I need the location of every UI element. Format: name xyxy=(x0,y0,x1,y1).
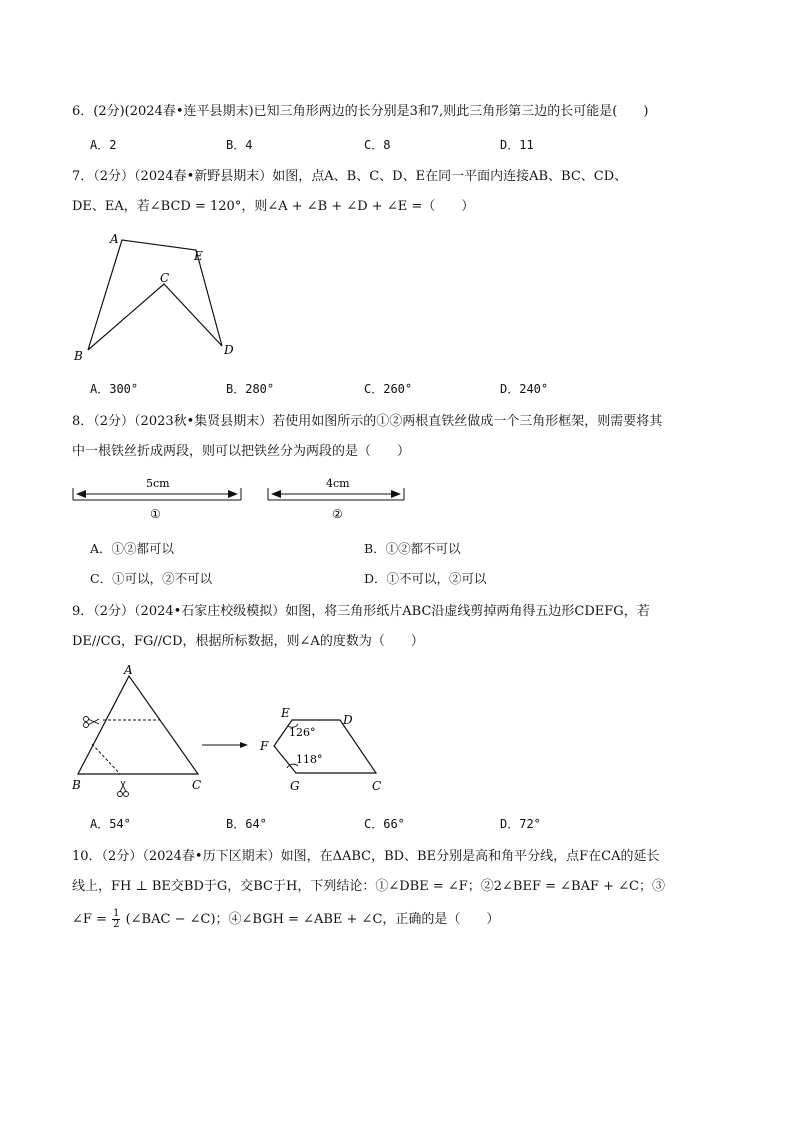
q10-fraction-numerator: 1 xyxy=(113,908,120,919)
q9-right-label-c: C xyxy=(372,779,382,793)
q10-fraction-denominator: 2 xyxy=(113,919,120,930)
q9-option-a: A．54° xyxy=(90,817,131,831)
q7-label-b: B xyxy=(74,349,83,363)
q7-label-e: E xyxy=(194,249,203,263)
scissors-icon xyxy=(118,781,129,797)
q8-wire-2-length: 4cm xyxy=(326,477,350,490)
q6-option-c: C．8 xyxy=(364,138,391,152)
q7-label-c: C xyxy=(160,271,170,285)
q8-wire-1 xyxy=(73,477,241,521)
q6-option-d: D．11 xyxy=(500,138,534,152)
q7-stem-line1: 7．（2分）（2024春•新野县期末）如图，点A、B、C、D、E在同一平面内连接AB、BC、CD、 xyxy=(72,169,628,184)
q9-triangle-abc xyxy=(78,676,198,774)
q9-stem-line1: 9．（2分）（2024•石家庄校级模拟）如图，将三角形纸片ABC沿虚线剪掉两角得五边形CDEFG，若 xyxy=(72,604,650,619)
q7-label-d: D xyxy=(224,343,234,357)
q6-option-b: B．4 xyxy=(226,138,253,152)
q8-wire-1-length: 5cm xyxy=(146,477,170,490)
q9-option-d: D．72° xyxy=(500,817,541,831)
q10-stem-line3-suffix: (∠BAC − ∠C)；④∠BGH = ∠ABE + ∠C，正确的是（ ） xyxy=(125,912,500,927)
q10-stem-line1: 10．（2分）（2024春•历下区期末）如图，在ΔABC，BD、BE分别是高和角平分线，点F在CA的延长 xyxy=(72,849,660,864)
q8-wire-2 xyxy=(268,477,404,521)
q8-option-a: A．①②都可以 xyxy=(90,541,175,556)
right-arrow-icon xyxy=(202,742,248,748)
q9-left-label-b: B xyxy=(72,778,81,792)
q9-right-label-g: G xyxy=(290,779,300,793)
q9-right-label-e: E xyxy=(281,706,290,720)
q9-angle-118: 118° xyxy=(296,753,323,766)
q8-option-b: B．①②都不可以 xyxy=(364,541,461,556)
q8-wire-1-tag: ① xyxy=(150,507,161,521)
q7-label-a: A xyxy=(110,232,119,246)
q8-figure xyxy=(70,474,410,524)
q7-option-d: D．240° xyxy=(500,382,549,396)
q9-angle-126: 126° xyxy=(289,726,316,739)
q9-right-label-d: D xyxy=(343,713,353,727)
q9-option-b: B．64° xyxy=(226,817,267,831)
q9-stem-line2: DE//CG，FG//CD，根据所标数据，则∠A的度数为（ ） xyxy=(72,634,424,649)
q7-stem-line2: DE、EA，若∠BCD = 120°，则∠A + ∠B + ∠D + ∠E =（ ） xyxy=(72,199,475,214)
q8-wire-2-tag: ② xyxy=(332,507,343,521)
q10-stem-line3-prefix: ∠F = xyxy=(72,912,107,927)
q7-option-a: A．300° xyxy=(90,382,139,396)
q7-option-c: C．260° xyxy=(364,382,413,396)
q7-figure xyxy=(70,228,250,368)
q6-option-a: A．2 xyxy=(90,138,117,152)
q9-option-c: C．66° xyxy=(364,817,405,831)
q8-stem-line2: 中一根铁丝折成两段，则可以把铁丝分为两段的是（ ） xyxy=(72,444,411,459)
q8-option-d: D．①不可以，②可以 xyxy=(364,571,487,586)
q9-right-label-f: F xyxy=(260,739,269,753)
q10-stem-line2: 线上，FH ⊥ BE交BD于G，交BC于H，下列结论：①∠DBE = ∠F；②2∠BEF = ∠BAF + ∠C；③ xyxy=(72,879,665,894)
q8-stem-line1: 8．（2分）（2023秋•集贤县期末）若使用如图所示的①②两根直铁丝做成一个三角形框架，则需要将其 xyxy=(72,414,663,429)
q8-option-c: C．①可以，②不可以 xyxy=(90,571,213,586)
q10-fraction xyxy=(112,909,120,930)
q9-left-label-c: C xyxy=(192,778,202,792)
scissors-icon xyxy=(84,717,100,728)
q9-left-label-a: A xyxy=(124,664,133,677)
q10-stem-line3 xyxy=(72,908,499,932)
q6-stem: 6．(2分)(2024春•连平县期末)已知三角形两边的长分别是3和7,则此三角形第三边的长可能是( ) xyxy=(72,104,649,119)
q9-figure xyxy=(70,664,390,804)
q7-option-b: B．280° xyxy=(226,382,275,396)
